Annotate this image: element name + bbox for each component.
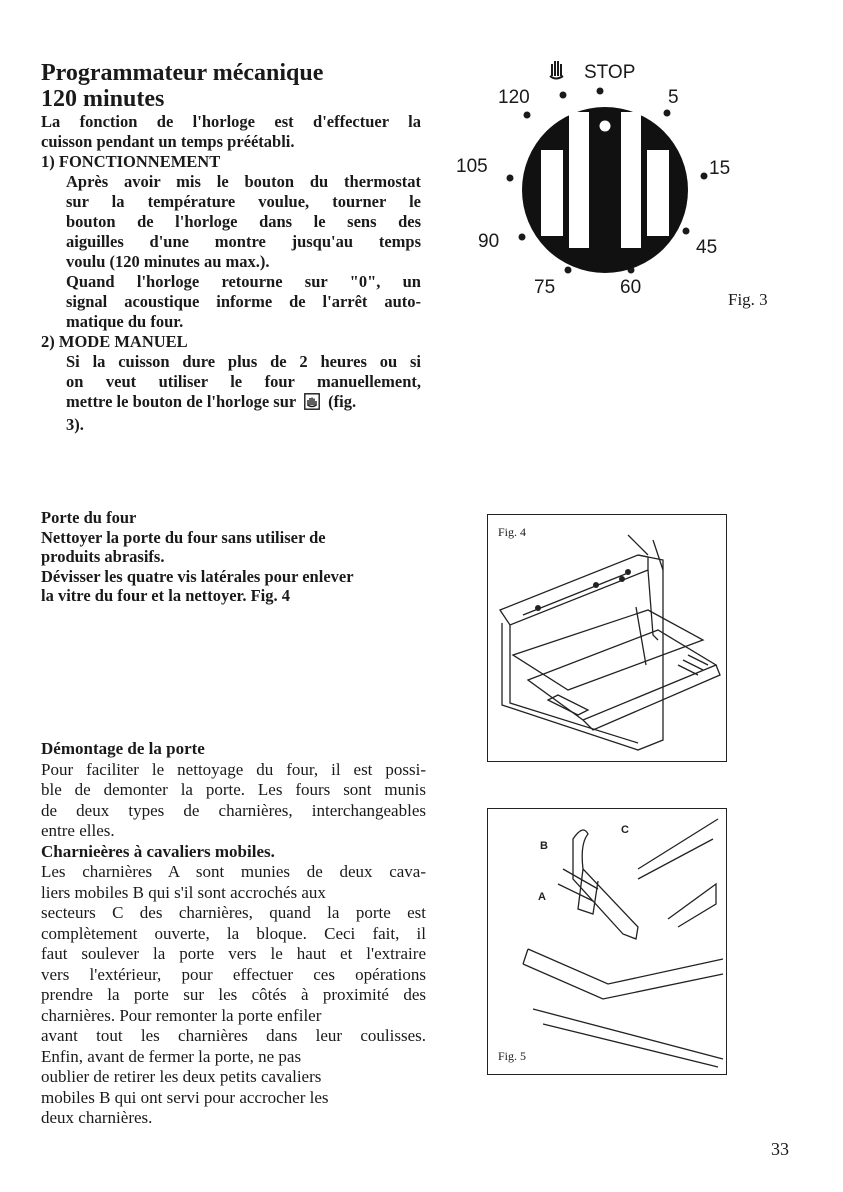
item1-line: signal acoustique informe de l'arrêt auto- [66, 292, 421, 311]
porte-line: Nettoyer la porte du four sans utiliser de [41, 527, 326, 547]
item1-heading: 1) FONCTIONNEMENT [41, 152, 221, 171]
subtitle-charnieres: Charnieères à cavaliers mobiles. [41, 841, 275, 861]
dial-mark-45: 45 [696, 237, 718, 258]
charnieres-line: secteurs C des charnières, quand la porte est [41, 903, 426, 922]
page-number: 33 [771, 1139, 789, 1159]
item1-line: voulu (120 minutes au max.). [66, 252, 270, 271]
charnieres-line: vers l'extérieur, pour effectuer ces opérations [41, 964, 426, 984]
fig4-caption: Fig. 4 [498, 525, 527, 539]
porte-du-four-section [41, 508, 426, 606]
dial-mark-15: 15 [709, 158, 731, 179]
charnieres-line: mobiles B qui ont servi pour accrocher les [41, 1087, 329, 1107]
porte-line: Dévisser les quatre vis latérales pour enlever [41, 566, 354, 586]
dial-mark-105: 105 [456, 156, 488, 177]
label-b: B [540, 840, 548, 852]
item2-heading: 2) MODE MANUEL [41, 332, 188, 351]
label-a: A [538, 891, 546, 903]
item1-line: bouton de l'horloge dans le sens des [66, 212, 421, 231]
porte-line: produits abrasifs. [41, 547, 165, 566]
charnieres-line: charnières. Pour remonter la porte enfiler [41, 1005, 322, 1025]
timer-dial-figure [440, 50, 750, 310]
charnieres-line: oublier de retirer les deux petits cavaliers [41, 1067, 322, 1086]
dial-mark-75: 75 [534, 277, 556, 298]
charnieres-line: deux charnières. [41, 1108, 153, 1127]
dial-mark-5: 5 [668, 87, 679, 108]
item2-line: Si la cuisson dure plus de 2 heures ou si [66, 352, 421, 371]
fig3-caption: Fig. 3 [728, 290, 768, 309]
demontage-line: de deux types de charnières, interchangeables [41, 800, 426, 820]
demontage-line: Pour faciliter le nettoyage du four, il est possi- [41, 759, 426, 779]
item1-line: aiguilles d'une montre jusqu'au temps [66, 232, 421, 251]
fig5-caption: Fig. 5 [498, 1049, 527, 1063]
section-title-demontage: Démontage de la porte [41, 739, 205, 758]
intro-line: La fonction de l'horloge est d'effectuer la [41, 112, 421, 131]
demontage-section [41, 739, 426, 1129]
charnieres-line: prendre la porte sur les côtés à proximité des [41, 985, 426, 1004]
dial-mark-60: 60 [620, 277, 642, 298]
item1-line: sur la température voulue, tourner le [66, 192, 421, 211]
item2-line: 3). [66, 415, 84, 434]
item2-line: on veut utiliser le four manuellement, [66, 372, 421, 391]
title-line-1: Programmateur mécanique [41, 60, 324, 86]
fig5-hinge-illustration [487, 808, 727, 1075]
porte-line: la vitre du four et la nettoyer. Fig. 4 [41, 586, 290, 605]
charnieres-line: liers mobiles B qui s'il sont accrochés aux [41, 882, 326, 902]
demontage-line: entre elles. [41, 821, 115, 840]
section-title-programmateur [41, 60, 323, 112]
charnieres-line: faut soulever la porte vers le haut et l'extraire [41, 944, 426, 963]
dial-mark-120: 120 [498, 87, 530, 108]
label-c: C [621, 824, 629, 836]
dial-mark-90: 90 [478, 231, 500, 252]
fig4-oven-door-illustration [487, 514, 727, 762]
intro-line: cuisson pendant un temps préétabli. [41, 132, 295, 151]
charnieres-line: complètement ouverte, la bloque. Ceci fait, il [41, 923, 426, 943]
item1-line: Après avoir mis le bouton du thermostat [66, 172, 421, 191]
manual-hand-icon [304, 393, 320, 415]
programmateur-body [41, 112, 421, 435]
timer-knob [522, 107, 688, 273]
title-line-2: 120 minutes [41, 86, 165, 112]
item1-line: Quand l'horloge retourne sur "0", un [66, 272, 421, 291]
section-title-porte: Porte du four [41, 508, 137, 527]
charnieres-line: avant tout les charnières dans leur coulisses. [41, 1026, 426, 1045]
charnieres-line: Enfin, avant de fermer la porte, ne pas [41, 1046, 302, 1066]
stop-label: STOP [584, 62, 636, 83]
demontage-line: ble de demonter la porte. Les fours sont munis [41, 780, 426, 799]
charnieres-line: Les charnières A sont munies de deux cava- [41, 862, 426, 881]
hand-stop-icon [550, 61, 563, 79]
item1-line: matique du four. [66, 312, 184, 331]
item2-line: mettre le bouton de l'horloge sur (fig. [41, 392, 421, 415]
